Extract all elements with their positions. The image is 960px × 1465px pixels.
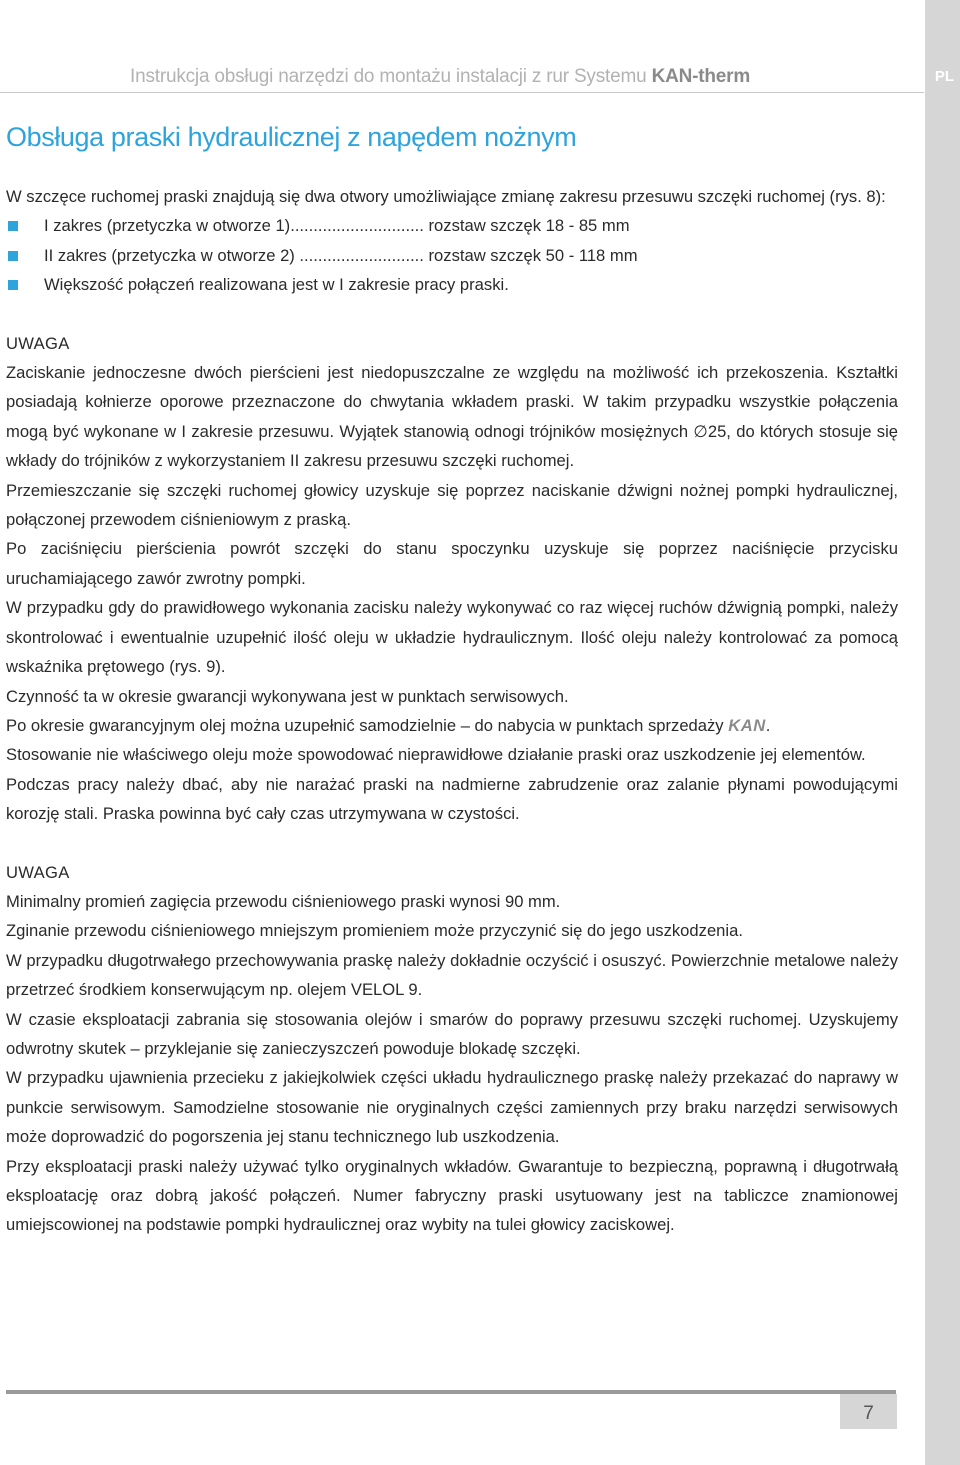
paragraph: Czynność ta w okresie gwarancji wykonywana jest w punktach serwisowych.	[6, 686, 569, 706]
running-header	[130, 66, 900, 88]
running-title: Instrukcja obsługi narzędzi do montażu instalacji z rur Systemu	[130, 66, 647, 87]
warning-heading: UWAGA	[6, 333, 70, 353]
paragraph: Podczas pracy należy dbać, aby nie narażać praski na nadmierne zabrudzenie oraz zalanie płynami powodującymi korozję stali. Praska powinna być cały czas utrzymywana w czystości.	[6, 774, 898, 824]
main-content	[6, 182, 898, 1240]
page-number: 7	[840, 1394, 897, 1429]
bullet-square-icon	[8, 280, 18, 290]
kan-logo: KAN	[728, 715, 766, 735]
intro-paragraph: W szczęce ruchomej praski znajdują się dwa otwory umożliwiające zmianę zakresu przesuwu szczęki ruchomej (rys. 8):	[6, 187, 886, 206]
paragraph: Minimalny promień zagięcia przewodu ciśnieniowego praski wynosi 90 mm.	[6, 891, 561, 911]
paragraph: Przy eksploatacji praski należy używać tylko oryginalnych wkładów. Gwarantuje to bezpieczną, poprawną i długotrwałą eksploatację oraz dobrą jakość połączeń. Numer fabryczny praski usytuowany jest na tabliczce znamionowej umiejscowionej na podstawie pompki hydraulicznej oraz wybity na tulei głowicy zaciskowej.	[6, 1156, 898, 1235]
footer-divider	[6, 1390, 896, 1394]
paragraph: Zginanie przewodu ciśnieniowego mniejszym promieniem może przyczynić się do jego uszkodzenia.	[6, 921, 743, 941]
paragraph: W przypadku długotrwałego przechowywania praskę należy dokładnie oczyścić i osuszyć. Powierzchnie metalowe należy przetrzeć środkiem konserwującym np. olejem VELOL 9.	[6, 950, 898, 1000]
header-divider	[0, 92, 924, 93]
paragraph: W przypadku ujawnienia przecieku z jakiejkolwiek części układu hydraulicznego praskę należy przekazać do naprawy w punkcie serwisowym. Samodzielne stosowanie nie oryginalnych części zamiennych przy braku narzędzi serwisowych może doprowadzić do pogorszenia jej stanu technicznego lub uszkodzenia.	[6, 1068, 898, 1147]
bullet-square-icon	[8, 251, 18, 261]
paragraph: Po okresie gwarancyjnym olej można uzupełnić samodzielnie – do nabycia w punktach sprzedaży KAN.	[6, 715, 771, 735]
list-item: Większość połączeń realizowana jest w I zakresie pracy praski.	[6, 270, 898, 299]
paragraph: Po zaciśnięciu pierścienia powrót szczęki do stanu spoczynku uzyskuje się poprzez naciśnięcie przycisku uruchamiającego zawór zwrotny pompki.	[6, 539, 898, 588]
paragraph: Stosowanie nie właściwego oleju może spowodować nieprawidłowe działanie praski oraz uszkodzenie jej elementów.	[6, 745, 866, 765]
paragraph: Zaciskanie jednoczesne dwóch pierścieni jest niedopuszczalne ze względu na możliwość ich przekoszenia. Kształtki posiadają kołnierze oporowe przeznaczone do chwytania wkładem praski. W takim przypadku wszystkie połączenia mogą być wykonane w I zakresie przesuwu. Wyjątek stanowią odnogi trójników mosiężnych ∅25, do których stosuje się wkłady do trójników z wykorzystaniem II zakresu przesuwu szczęki ruchomej.	[6, 363, 898, 471]
language-tab: PL	[925, 66, 960, 88]
paragraph: Przemieszczanie się szczęki ruchomej głowicy uzyskuje się poprzez naciskanie dźwigni nożnej pompki hydraulicznej, połączonej przewodem ciśnieniowym z praską.	[6, 480, 898, 530]
paragraph: W przypadku gdy do prawidłowego wykonania zacisku należy wykonywać co raz więcej ruchów dźwignią pompki, należy skontrolować i ewentualnie uzupełnić ilość oleju w układzie hydraulicznym. Ilość oleju należy kontrolować za pomocą wskaźnika prętowego (rys. 9).	[6, 598, 898, 677]
range-list	[6, 211, 898, 299]
warning-heading: UWAGA	[6, 862, 70, 882]
paragraph: W czasie eksploatacji zabrania się stosowania olejów i smarów do poprawy przesuwu szczęki ruchomej. Uzyskujemy odwrotny skutek – przyklejanie się zanieczyszczeń powoduje blokadę szczęki.	[6, 1009, 898, 1058]
side-bar	[925, 0, 960, 1465]
page-title: Obsługa praski hydraulicznej z napędem nożnym	[6, 122, 577, 152]
list-item: I zakres (przetyczka w otworze 1)............................. rozstaw szczęk 18 - 85 mm	[6, 211, 898, 240]
brand-name: KAN-therm	[651, 66, 751, 87]
list-item: II zakres (przetyczka w otworze 2) ........................... rozstaw szczęk 50 - 118 mm	[6, 241, 898, 270]
bullet-square-icon	[8, 221, 18, 231]
